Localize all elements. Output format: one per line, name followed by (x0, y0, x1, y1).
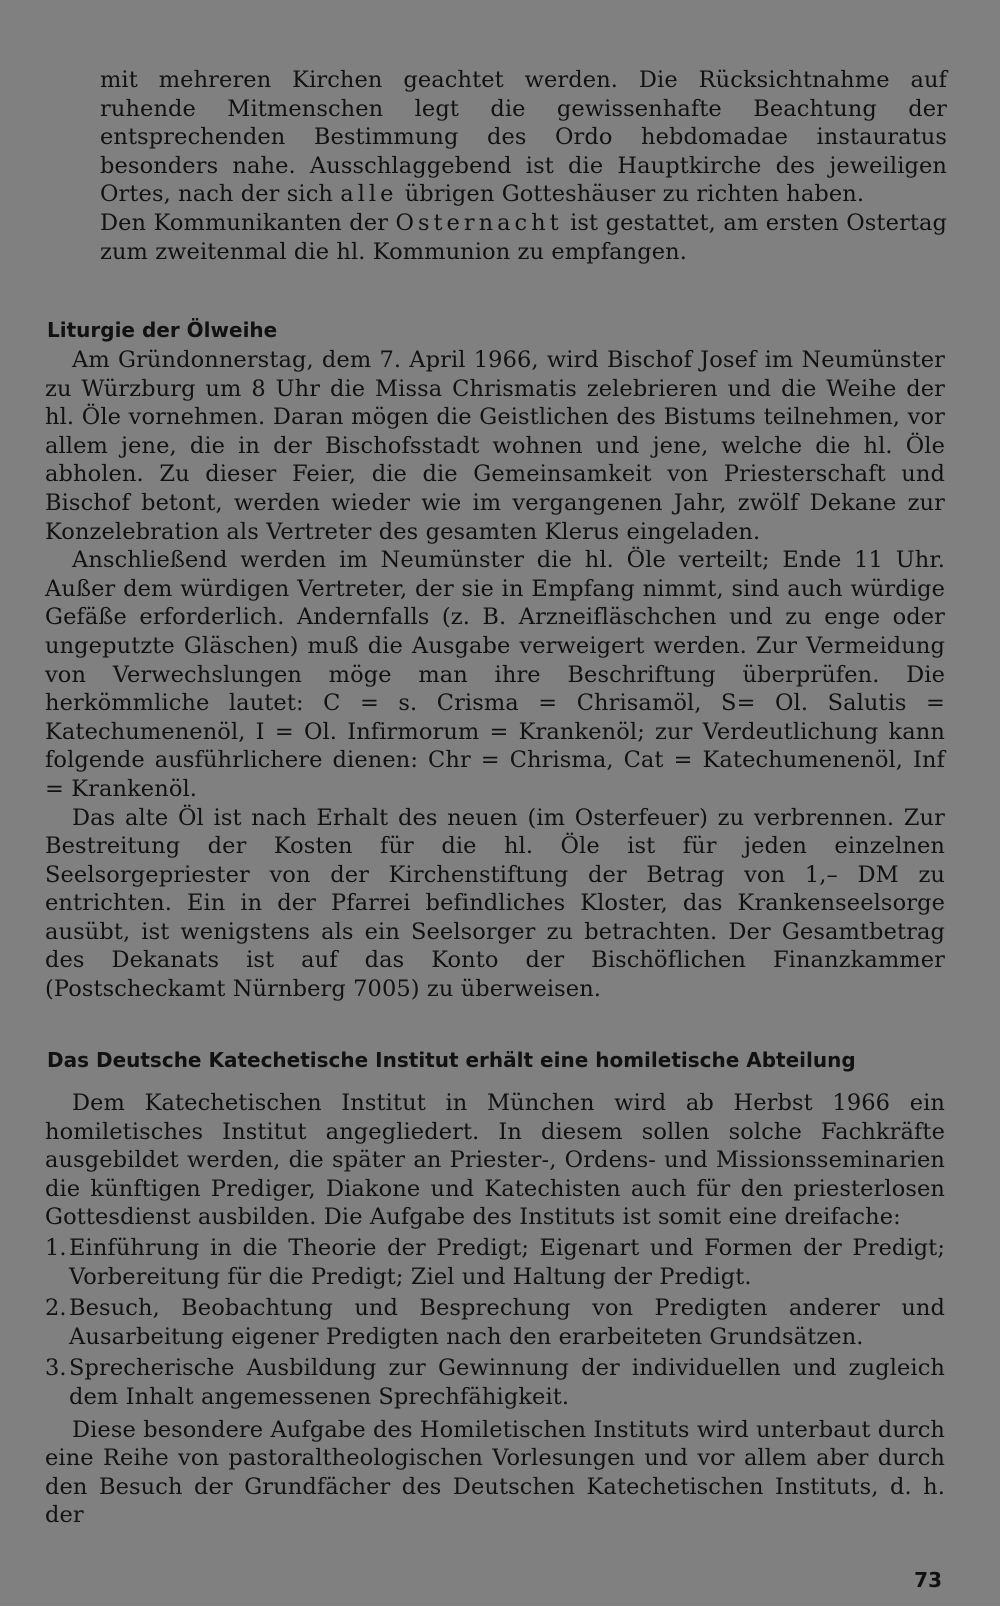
page-number: 73 (914, 1568, 942, 1592)
homiletics-task-list (45, 1234, 945, 1412)
list-item-text: Sprecherische Ausbildung zur Gewinnung der individuellen und zugleich dem Inhalt angemessenen Sprechfähigkeit. (69, 1355, 945, 1410)
section-heading-oelweihe: Liturgie der Ölweihe (47, 318, 278, 342)
intro-paragraph-2 (100, 209, 947, 266)
oelweihe-paragraph-1: Am Gründonnerstag, dem 7. April 1966, wird Bischof Josef im Neumünster zu Würzburg um 8 Uhr die Missa Chrismatis zelebrieren und die Weihe der hl. Öle vornehmen. Daran mögen die Geistlichen des Bistums teilnehmen, vor allem jene, die in der Bischofsstadt wohnen und jene, welche die hl. Öle abholen. Zu dieser Feier, die die Gemeinsamkeit von Priesterschaft und Bischof betont, werden wieder wie im vergangenen Jahr, zwölf Dekane zur Konzelebration als Vertreter des gesamten Klerus eingeladen. (45, 347, 945, 545)
section-oelweihe-body (45, 346, 945, 1004)
list-item-number: 3. (45, 1355, 67, 1382)
list-item-number: 2. (45, 1295, 67, 1322)
section-heading-homiletics: Das Deutsche Katechetische Institut erhält eine homiletische Abteilung (47, 1048, 856, 1072)
oelweihe-paragraph-2: Anschließend werden im Neumünster die hl. Öle verteilt; Ende 11 Uhr. Außer dem würdigen Vertreter, der sie in Empfang nimmt, sind auch würdige Gefäße erforderlich. Andernfalls (z. B. Arzneifläschchen und zu enge oder ungeputzte Gläschen) muß die Ausgabe verweigert werden. Zur Vermeidung von Verwechslungen möge man ihre Beschriftung überprüfen. Die herkömmliche lautet: C = s. Crisma = Chrisamöl, S= Ol. Salutis = Katechumenenöl, I = Ol. Infirmorum = Krankenöl; zur Verdeutlichung kann folgende ausführlichere dienen: Chr = Chrisma, Cat = Katechumenenöl, Inf = Krankenöl. (45, 547, 945, 802)
list-item (45, 1294, 945, 1351)
intro-text-1b: übrigen Gotteshäuser zu richten haben. (404, 181, 865, 208)
list-item-text: Besuch, Beobachtung und Besprechung von Predigten anderer und Ausarbeitung eigener Predigten nach den erarbeiteten Grundsätzen. (69, 1295, 945, 1350)
intro-spaced-word-2: Osternacht (395, 209, 563, 236)
intro-spaced-word-1: alle (340, 181, 398, 208)
intro-paragraph-1 (100, 66, 947, 209)
homiletics-outro-paragraph: Diese besondere Aufgabe des Homiletischen Instituts wird unterbaut durch eine Reihe von pastoraltheologischen Vorlesungen und vor allem aber durch den Besuch der Grundfächer des Deutschen Katechetischen Instituts, d. h. der (45, 1416, 945, 1529)
intro-text-2b: ist gestattet, am ersten Ostertag zum zweitenmal die hl. Kommunion zu empfangen. (100, 209, 947, 265)
homiletics-intro-paragraph: Dem Katechetischen Institut in München wird ab Herbst 1966 ein homiletisches Institut angegliedert. In diesem sollen solche Fachkräfte ausgebildet werden, die später an Priester-, Ordens- und Missionsseminarien die künftigen Prediger, Diakone und Katechisten auch für den priesterlosen Gottesdienst ausbilden. Die Aufgabe des Instituts ist somit eine dreifache: (45, 1090, 945, 1231)
oelweihe-paragraph-3: Das alte Öl ist nach Erhalt des neuen (im Osterfeuer) zu verbrennen. Zur Bestreitung der Kosten für die hl. Öle ist für jeden einzelnen Seelsorgepriester von der Kirchenstiftung der Betrag von 1,– DM zu entrichten. Ein in der Pfarrei befindliches Kloster, das Krankenseelsorge ausübt, ist wenigstens als ein Seelsorger zu betrachten. Der Gesamtbetrag des Dekanats ist auf das Konto der Bischöflichen Finanzkammer (Postscheckamt Nürnberg 7005) zu überweisen. (45, 804, 945, 1003)
intro-block (100, 66, 947, 266)
list-item-text: Einführung in die Theorie der Predigt; Eigenart und Formen der Predigt; Vorbereitung für die Predigt; Ziel und Haltung der Predigt. (69, 1234, 945, 1290)
list-item (45, 1354, 945, 1411)
list-item (45, 1234, 945, 1291)
list-item-number: 1. (45, 1234, 67, 1261)
intro-text-2a: Den Kommunikanten der (100, 209, 389, 236)
intro-text-1a: mit mehreren Kirchen geachtet werden. Die Rücksichtnahme auf ruhende Mitmenschen legt die gewissenhafte Beachtung der entsprechenden Bestimmung des Ordo hebdomadae instauratus besonders nahe. Ausschlaggebend ist die Hauptkirche des jeweiligen Ortes, nach der sich (100, 67, 947, 208)
section-homiletics-body (45, 1089, 945, 1530)
